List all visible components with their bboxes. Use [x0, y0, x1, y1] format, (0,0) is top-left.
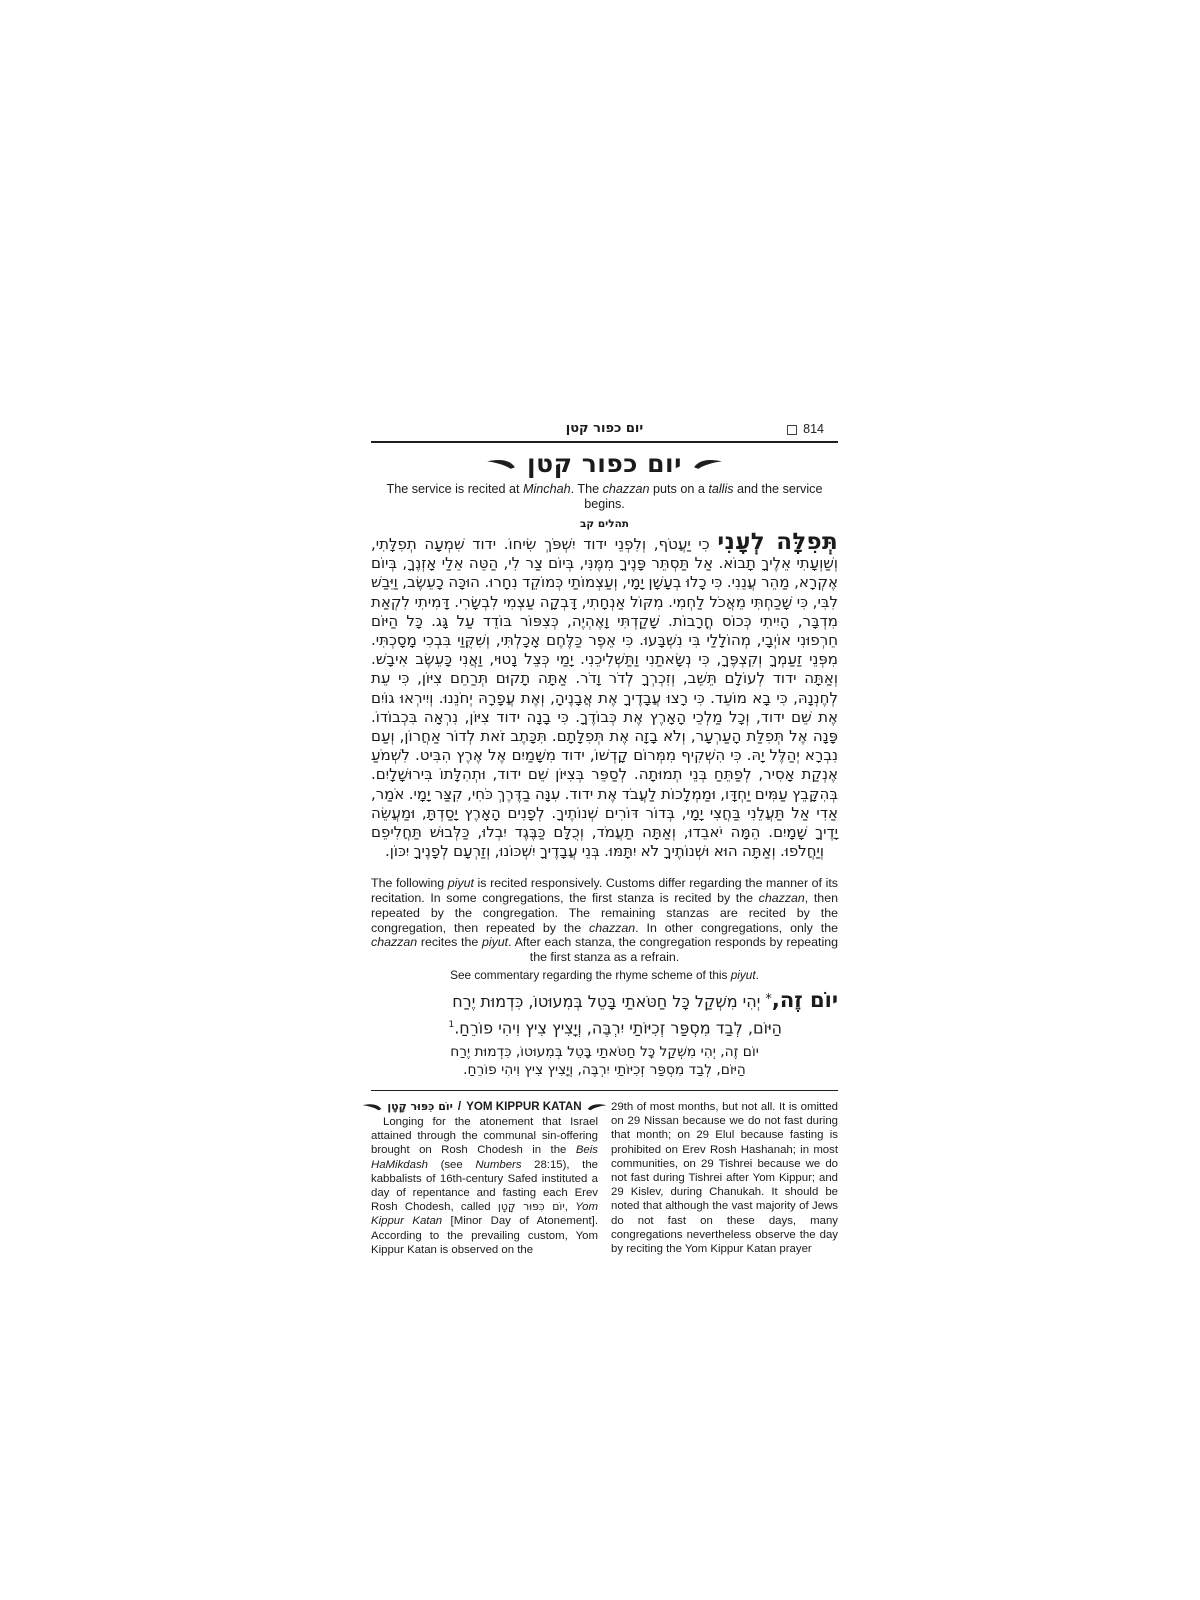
piyut-line-2: [371, 1014, 782, 1039]
commentary-section: [371, 1100, 838, 1257]
psalm-source-label: תהלים קב: [580, 518, 629, 530]
piyut-line-2-text: הַיּוֹם, לְבַד מִסְפַּר זְכִיּוֹתַי יִרְבֶּה, וְיָצִיץ צִיץ וִיהִי פוֹרֵחַ.: [454, 1018, 782, 1037]
psalm-text: [371, 529, 838, 861]
service-instruction: The service is recited at Minchah. The chazzan puts on a tallis and the service begins.: [386, 482, 823, 511]
piyut-congregation-repeat: [371, 1044, 838, 1079]
folio-number: 814: [803, 422, 824, 436]
commentary-left-column: [371, 1100, 598, 1257]
see-commentary-note: See commentary regarding the rhyme scheme of this piyut.: [450, 967, 759, 982]
section-title: [371, 450, 838, 477]
folio: [787, 423, 824, 436]
piyut-opening-words: יוֹם זֶה,: [771, 987, 838, 1012]
piyut-line-1: [371, 987, 838, 1014]
psalm-body: כִי יַעֲטֹף, וְלִפְנֵי ידוד יִשְׁפֹּךְ שִׂיחוֹ. ידוד שִׁמְעָה תְפִלָּתִי, וְשַׁוְעָתִי אֵלֶיךָ תָבוֹא. אַל תַּסְתֵּר פָּנֶיךָ מִמֶּנִּי, בְּיוֹם צַר לִי, הַטֵּה אֵלַי אָזְנֶךָ, בְּיוֹם אֶקְרָא, מַהֵר עֲנֵנִי. כִּי כָלוּ בְעָשָׁן יָמָי, וְעַצְמוֹתַי כְּמוֹקֵד נִחָרוּ. הוּכָּה כָעֵשֶׂב, וַיִּבַשׁ לִבִּי, כִּי שָׁכַחְתִּי מֵאֲכֹל לַחְמִי. מִקּוֹל אַנְחָתִי, דָּבְקָה עַצְמִי לִבְשָׂרִי. דָּמִיתִי לִקְאַת מִדְבָּר, הָיִיתִי כְּכוֹס חֳרָבוֹת. שָׁקַדְתִּי וָאֶהְיֶה, כְּצִפּוֹר בּוֹדֵד עַל גָּג. כָּל הַיּוֹם חֵרְפוּנִי אוֹיְבָי, מְהוֹלָלַי בִּי נִשְׁבָּעוּ. כִּי אֵפֶר כַּלֶּחֶם אָכָלְתִּי, וְשִׁקֻּוַי בִּבְכִי מָסָכְתִּי. מִפְּנֵי זַעַמְךָ וְקִצְפֶּךָ, כִּי נְשָׂאתַנִי וַתַּשְׁלִיכֵנִי. יָמַי כְּצֵל נָטוּי, וַאֲנִי כָּעֵשֶׂב אִיבָשׁ. וְאַתָּה ידוד לְעוֹלָם תֵּשֵׁב, וְזִכְרְךָ לְדֹר וָדֹר. אַתָּה תָקוּם תְּרַחֵם צִיּוֹן, כִּי עֵת לְחֶנְנָהּ, כִּי בָא מוֹעֵד. כִּי רָצוּ עֲבָדֶיךָ אֶת אֲבָנֶיהָ, וְאֶת עֲפָרָהּ יְחֹנֵנוּ. וְיִירְאוּ גוֹיִם אֶת שֵׁם ידוד, וְכָל מַלְכֵי הָאָרֶץ אֶת כְּבוֹדֶךָ. כִּי בָנָה ידוד צִיּוֹן, נִרְאָה בִּכְבוֹדוֹ. פָּנָה אֶל תְּפִלַּת הָעַרְעָר, וְלֹא בָזָה אֶת תְּפִלָּתָם. תִּכָּתֶב זֹאת לְדוֹר אַחֲרוֹן, וְעַם נִבְרָא יְהַלֶּל יָהּ. כִּי הִשְׁקִיף מִמְּרוֹם קָדְשׁוֹ, ידוד מִשָּׁמַיִם אֶל אֶרֶץ הִבִּיט. לִשְׁמֹעַ אֶנְקַת אָסִיר, לְפַתֵּחַ בְּנֵי תְמוּתָה. לְסַפֵּר בְּצִיּוֹן שֵׁם ידוד, וּתְהִלָּתוֹ בִּירוּשָׁלָיִם. בְּהִקָּבֵץ עַמִּים יַחְדָּו, וּמַמְלָכוֹת לַעֲבֹד אֶת ידוד. עִנָּה בַדֶּרֶךְ כֹּחִי, קִצַּר יָמָי. אֹמַר, אַדִי אַל תַּעֲלֵנִי בַּחֲצִי יָמָי, בְּדוֹר דּוֹרִים שְׁנוֹתֶיךָ. לְפָנִים הָאָרֶץ יָסַדְתָּ, וּמַעֲשֵׂה יָדֶיךָ שָׁמָיִם. הֵמָּה יֹאבֵדוּ, וְאַתָּה תַעֲמֹד, וְכֻלָּם כַּבֶּגֶד יִבְלוּ, כַּלְּבוּשׁ תַּחֲלִיפֵם וְיַחֲלֹפוּ. וְאַתָּה הוּא וּשְׁנוֹתֶיךָ לֹא יִתָּמּוּ. בְּנֵי עֲבָדֶיךָ יִשְׁכּוֹנוּ, וְזַרְעָם לְפָנֶיךָ יִכּוֹן.: [371, 535, 838, 861]
page-content: [371, 421, 838, 1257]
commentary-swash-left-icon: [362, 1103, 382, 1111]
commentary-header-hebrew: יוֹם כִּפּוּר קָטָן: [387, 1100, 453, 1113]
commentary-header-separator: /: [457, 1100, 462, 1113]
commentary-rule: [371, 1090, 838, 1091]
folio-square-icon: [787, 425, 797, 435]
footnote-reference: 1: [448, 1019, 455, 1030]
swash-left-icon: [486, 458, 516, 470]
psalm-opening-words: תְּפִלָּה לְעָנִי: [717, 529, 838, 555]
section-title-hebrew: יום כפור קטן: [527, 449, 682, 478]
commentary-swash-right-icon: [587, 1103, 607, 1111]
footnote-asterisk: *: [765, 991, 772, 1007]
piyut-repeat-line-2: הַיּוֹם, לְבַד מִסְפַּר זְכִיּוֹתַי יִרְבֶּה, וְיָצִיץ צִיץ וִיהִי פוֹרֵחַ.: [463, 1061, 746, 1078]
running-head: [371, 421, 838, 438]
piyut-line-1-text: יְהִי מִשְׁקַל כָּל חַטֹּאתַי בָּטֵל בְּמִעוּטוֹ, כִּדְמוּת יֶרַח: [452, 991, 761, 1011]
piyut-recitation-note: The following piyut is recited responsively. Customs differ regarding the manner of its recitation. In some congregations, the first stanza is recited by the chazzan, then repeated by the congregation. The remaining stanzas are recited by the congregation, then repeated by the chazzan. In other congregations, only the chazzan recites the piyut. After each stanza, the congregation responds by repeating the first stanza as a refrain.: [371, 876, 838, 964]
piyut-repeat-line-1: יוֹם זֶה, יְהִי מִשְׁקַל כָּל חַטֹּאתַי בָּטֵל בְּמִעוּטוֹ, כִּדְמוּת יֶרַח: [450, 1044, 759, 1060]
commentary-left-text: Longing for the atonement that Israel attained through the communal sin-offering brought on Rosh Chodesh in the Beis HaMikdash (see Numbers 28:15), the kabbalists of 16th-century Safed instituted a day of repentance and fasting each Erev Rosh Chodesh, called יוֹם כִּפּוּר קָטָן, Yom Kippur Katan [Minor Day of Atonement]. According to the prevailing custom, Yom Kippur Katan is observed on the: [371, 1116, 599, 1256]
commentary-right-text: 29th of most months, but not all. It is omitted on 29 Nissan because we do not fast during that month; on 29 Elul because fasting is prohibited on Erev Rosh Hashanah; in most communities, on 29 Tishrei because we do not fast during Tishrei after Yom Kippur; and 29 Kislev, during Chanukah. It should be noted that although the vast majority of Jews do not fast on these days, many congregations nevertheless observe the day by reciting the Yom Kippur Katan prayer: [611, 1101, 838, 1256]
commentary-header: [371, 1100, 598, 1114]
commentary-header-english: YOM KIPPUR KATAN: [466, 1100, 582, 1113]
header-rule: [371, 441, 838, 443]
commentary-right-column: [611, 1100, 838, 1257]
swash-right-icon: [693, 458, 723, 470]
running-head-title: יום כפור קטן: [565, 421, 644, 436]
